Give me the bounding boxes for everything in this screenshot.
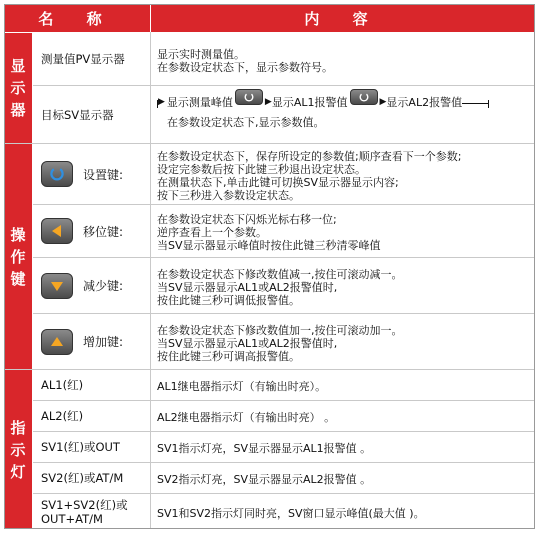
sv12-indicator-name: SV1+SV2(红)或 OUT+AT/M: [41, 497, 128, 526]
pv-display-content: 显示实时测量值。 在参数设定状态下，显示参数符号。: [157, 47, 333, 74]
down-key[interactable]: 减少键:: [33, 258, 150, 313]
header-content: 内 容: [151, 4, 535, 32]
set-key-content: 在参数设定状态下，保存所设定的参数值;顺序查看下一个参数; 设定完参数后按下此键三秒退出设定状态。 在测量状态下,单击此键可切换SV显示器显示内容; 按下三秒进入参数设定状态。: [157, 149, 462, 202]
up-triangle-icon: [41, 329, 73, 355]
row-divider: [33, 85, 535, 86]
sv-cycle-diagram: ▶ 显示测量峰值 ▶ 显示AL1报警值 ▶ 显示AL2报警值: [157, 92, 529, 112]
sv12-indicator-content: SV1和SV2指示灯同时亮，SV窗口显示峰值(最大值 )。: [157, 506, 425, 520]
arrow-right-icon: ▶: [264, 96, 272, 107]
set-key[interactable]: 设置键:: [33, 144, 150, 204]
header-name: 名 称: [4, 4, 150, 32]
al1-indicator-content: AL1继电器指示灯（有输出时亮）。: [157, 380, 327, 393]
sv-display-name: 目标SV显示器: [41, 107, 114, 122]
sv1-indicator-name: SV1(红)或OUT: [41, 440, 120, 454]
group-indicators: 指 示 灯: [4, 370, 32, 529]
group-divider: [32, 32, 33, 529]
pv-display-name: 测量值PV显示器: [41, 52, 125, 66]
al2-indicator-name: AL2(红): [41, 409, 84, 423]
circular-arrow-icon: [350, 89, 378, 105]
row-divider: [33, 400, 535, 401]
arrow-right-icon: ▶: [379, 96, 387, 107]
al2-indicator-content: AL2继电器指示灯（有输出时亮） 。: [157, 411, 336, 424]
column-divider: [150, 32, 151, 529]
sv2-indicator-name: SV2(红)或AT/M: [41, 471, 124, 485]
row-divider: [33, 204, 535, 205]
row-divider: [33, 431, 535, 432]
row-divider: [33, 462, 535, 463]
sv1-indicator-content: SV1指示灯亮，SV显示器显示AL1报警值 。: [157, 442, 372, 455]
row-divider: [4, 369, 535, 370]
circular-arrow-icon: [235, 89, 263, 105]
down-key-content: 在参数设定状态下修改数值减一,按住可滚动减一。 当SV显示器显示AL1或AL2报警值时, 按住此键三秒可调低报警值。: [157, 267, 403, 307]
row-divider: [4, 143, 535, 144]
up-key[interactable]: 增加键:: [33, 314, 150, 369]
row-divider: [33, 257, 535, 258]
row-divider: [33, 493, 535, 494]
shift-key-content: 在参数设定状态下闪烁光标右移一位; 逆序查看上一个参数。 当SV显示器显示峰值时按住此键三秒清零峰值: [157, 213, 381, 252]
arrow-right-icon: ▶: [158, 96, 165, 107]
circular-arrow-icon: [41, 161, 73, 187]
group-keys: 操 作 键: [4, 144, 32, 369]
shift-key[interactable]: 移位键:: [33, 205, 150, 257]
left-triangle-icon: [41, 218, 73, 244]
parameter-table: [4, 4, 535, 529]
group-display: 显 示 器: [4, 33, 32, 143]
sv2-indicator-content: SV2指示灯亮，SV显示器显示AL2报警值 。: [157, 473, 372, 486]
sv-display-content: ▶ 显示测量峰值 ▶ 显示AL1报警值 ▶ 显示AL2报警值 在参数设定状态下,显示参数值。: [151, 86, 535, 143]
down-triangle-icon: [41, 273, 73, 299]
row-divider: [33, 313, 535, 314]
up-key-content: 在参数设定状态下修改数值加一,按住可滚动加一。 当SV显示器显示AL1或AL2报警值时, 按住此键三秒可调高报警值。: [157, 323, 403, 363]
al1-indicator-name: AL1(红): [41, 378, 84, 392]
